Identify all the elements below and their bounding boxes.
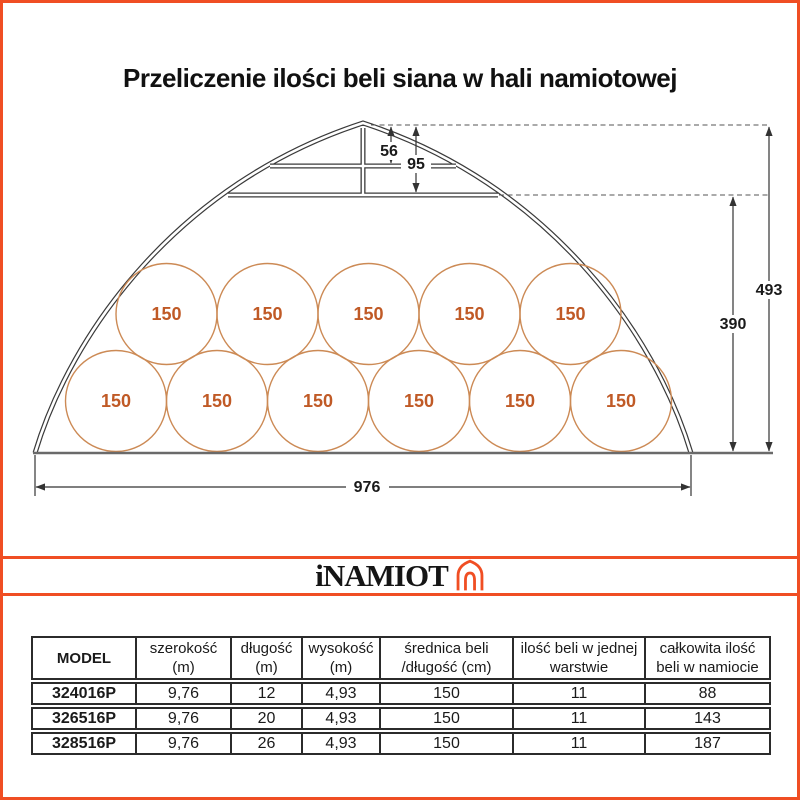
cell-width: 9,76: [137, 684, 232, 703]
header-unit: (m): [172, 659, 195, 676]
cell-model: 326516P: [33, 709, 137, 728]
cell-height: 4,93: [303, 684, 381, 703]
bale-label: 150: [504, 391, 536, 411]
header-label: długość: [240, 640, 293, 657]
page-title: Przeliczenie ilości beli siana w hali namiotowej: [123, 63, 677, 93]
header-bale-diameter: [381, 638, 514, 678]
header-label: szerokość: [149, 640, 218, 657]
header-unit: (m): [255, 659, 278, 676]
cell-length: 20: [232, 709, 303, 728]
cell-total-bales: 143: [694, 709, 721, 727]
cell-length: 12: [232, 684, 303, 703]
header-model: [33, 638, 137, 678]
header-bales-per-layer: [514, 638, 646, 678]
logo-band-bottom-line: [3, 593, 797, 596]
cell-width: 9,76: [137, 709, 232, 728]
header-label: MODEL: [56, 649, 112, 667]
cell-bales-per-layer: 11: [514, 709, 646, 728]
brand-logo: [3, 559, 797, 591]
header-label: całkowita ilość: [659, 640, 756, 657]
dim-976-label: 976: [353, 479, 381, 496]
cell-total-bales: 88: [698, 684, 717, 702]
header-label: wysokość: [308, 640, 374, 657]
bale-label: 150: [454, 304, 485, 324]
cell-total-bales: 187: [694, 734, 721, 752]
header-unit: warstwie: [549, 659, 609, 676]
spec-table: [31, 636, 771, 755]
table-header-row: [31, 636, 771, 680]
header-unit: /długość (cm): [401, 659, 492, 676]
cell-bale-diameter: 150: [381, 684, 514, 703]
header-label: średnica beli: [404, 640, 489, 657]
bale-label: 150: [100, 391, 132, 411]
bale-label: 150: [201, 391, 233, 411]
dim-56-label: 56: [380, 143, 398, 160]
cell-bale-diameter: 150: [381, 709, 514, 728]
header-unit: beli w namiocie: [656, 659, 759, 676]
bale-label: 150: [353, 304, 384, 324]
cell-bales-per-layer: 11: [514, 734, 646, 753]
dim-95-label: 95: [407, 156, 425, 173]
tent-icon: [455, 559, 485, 592]
table-row: [31, 707, 771, 730]
cell-width: 9,76: [137, 734, 232, 753]
table-row: [31, 682, 771, 705]
cell-length: 26: [232, 734, 303, 753]
header-height: [303, 638, 381, 678]
cell-model: 328516P: [33, 734, 137, 753]
header-width: [137, 638, 232, 678]
bale-label: 150: [302, 391, 334, 411]
cell-height: 4,93: [303, 709, 381, 728]
brand-logo-text: iNAMIOT: [315, 557, 448, 593]
hay-bales-bottom-row: [66, 351, 672, 452]
cell-bales-per-layer: 11: [514, 684, 646, 703]
bale-label: 150: [555, 304, 586, 324]
header-total-bales: [646, 638, 769, 678]
header-unit: (m): [329, 659, 353, 676]
bale-label: 150: [403, 391, 435, 411]
cell-model: 324016P: [33, 684, 137, 703]
header-label: ilość beli w jednej: [520, 640, 638, 657]
table-row: [31, 732, 771, 755]
dim-493-label: 493: [755, 282, 783, 299]
header-length: [232, 638, 303, 678]
bale-label: 150: [252, 304, 283, 324]
cell-bale-diameter: 150: [381, 734, 514, 753]
apex-truss: [228, 128, 498, 195]
dim-390-label: 390: [719, 316, 747, 333]
cell-height: 4,93: [303, 734, 381, 753]
tent-diagram: [3, 3, 800, 563]
bale-label: 150: [605, 391, 637, 411]
dimension-lines: [35, 127, 769, 496]
bale-label: 150: [151, 304, 182, 324]
